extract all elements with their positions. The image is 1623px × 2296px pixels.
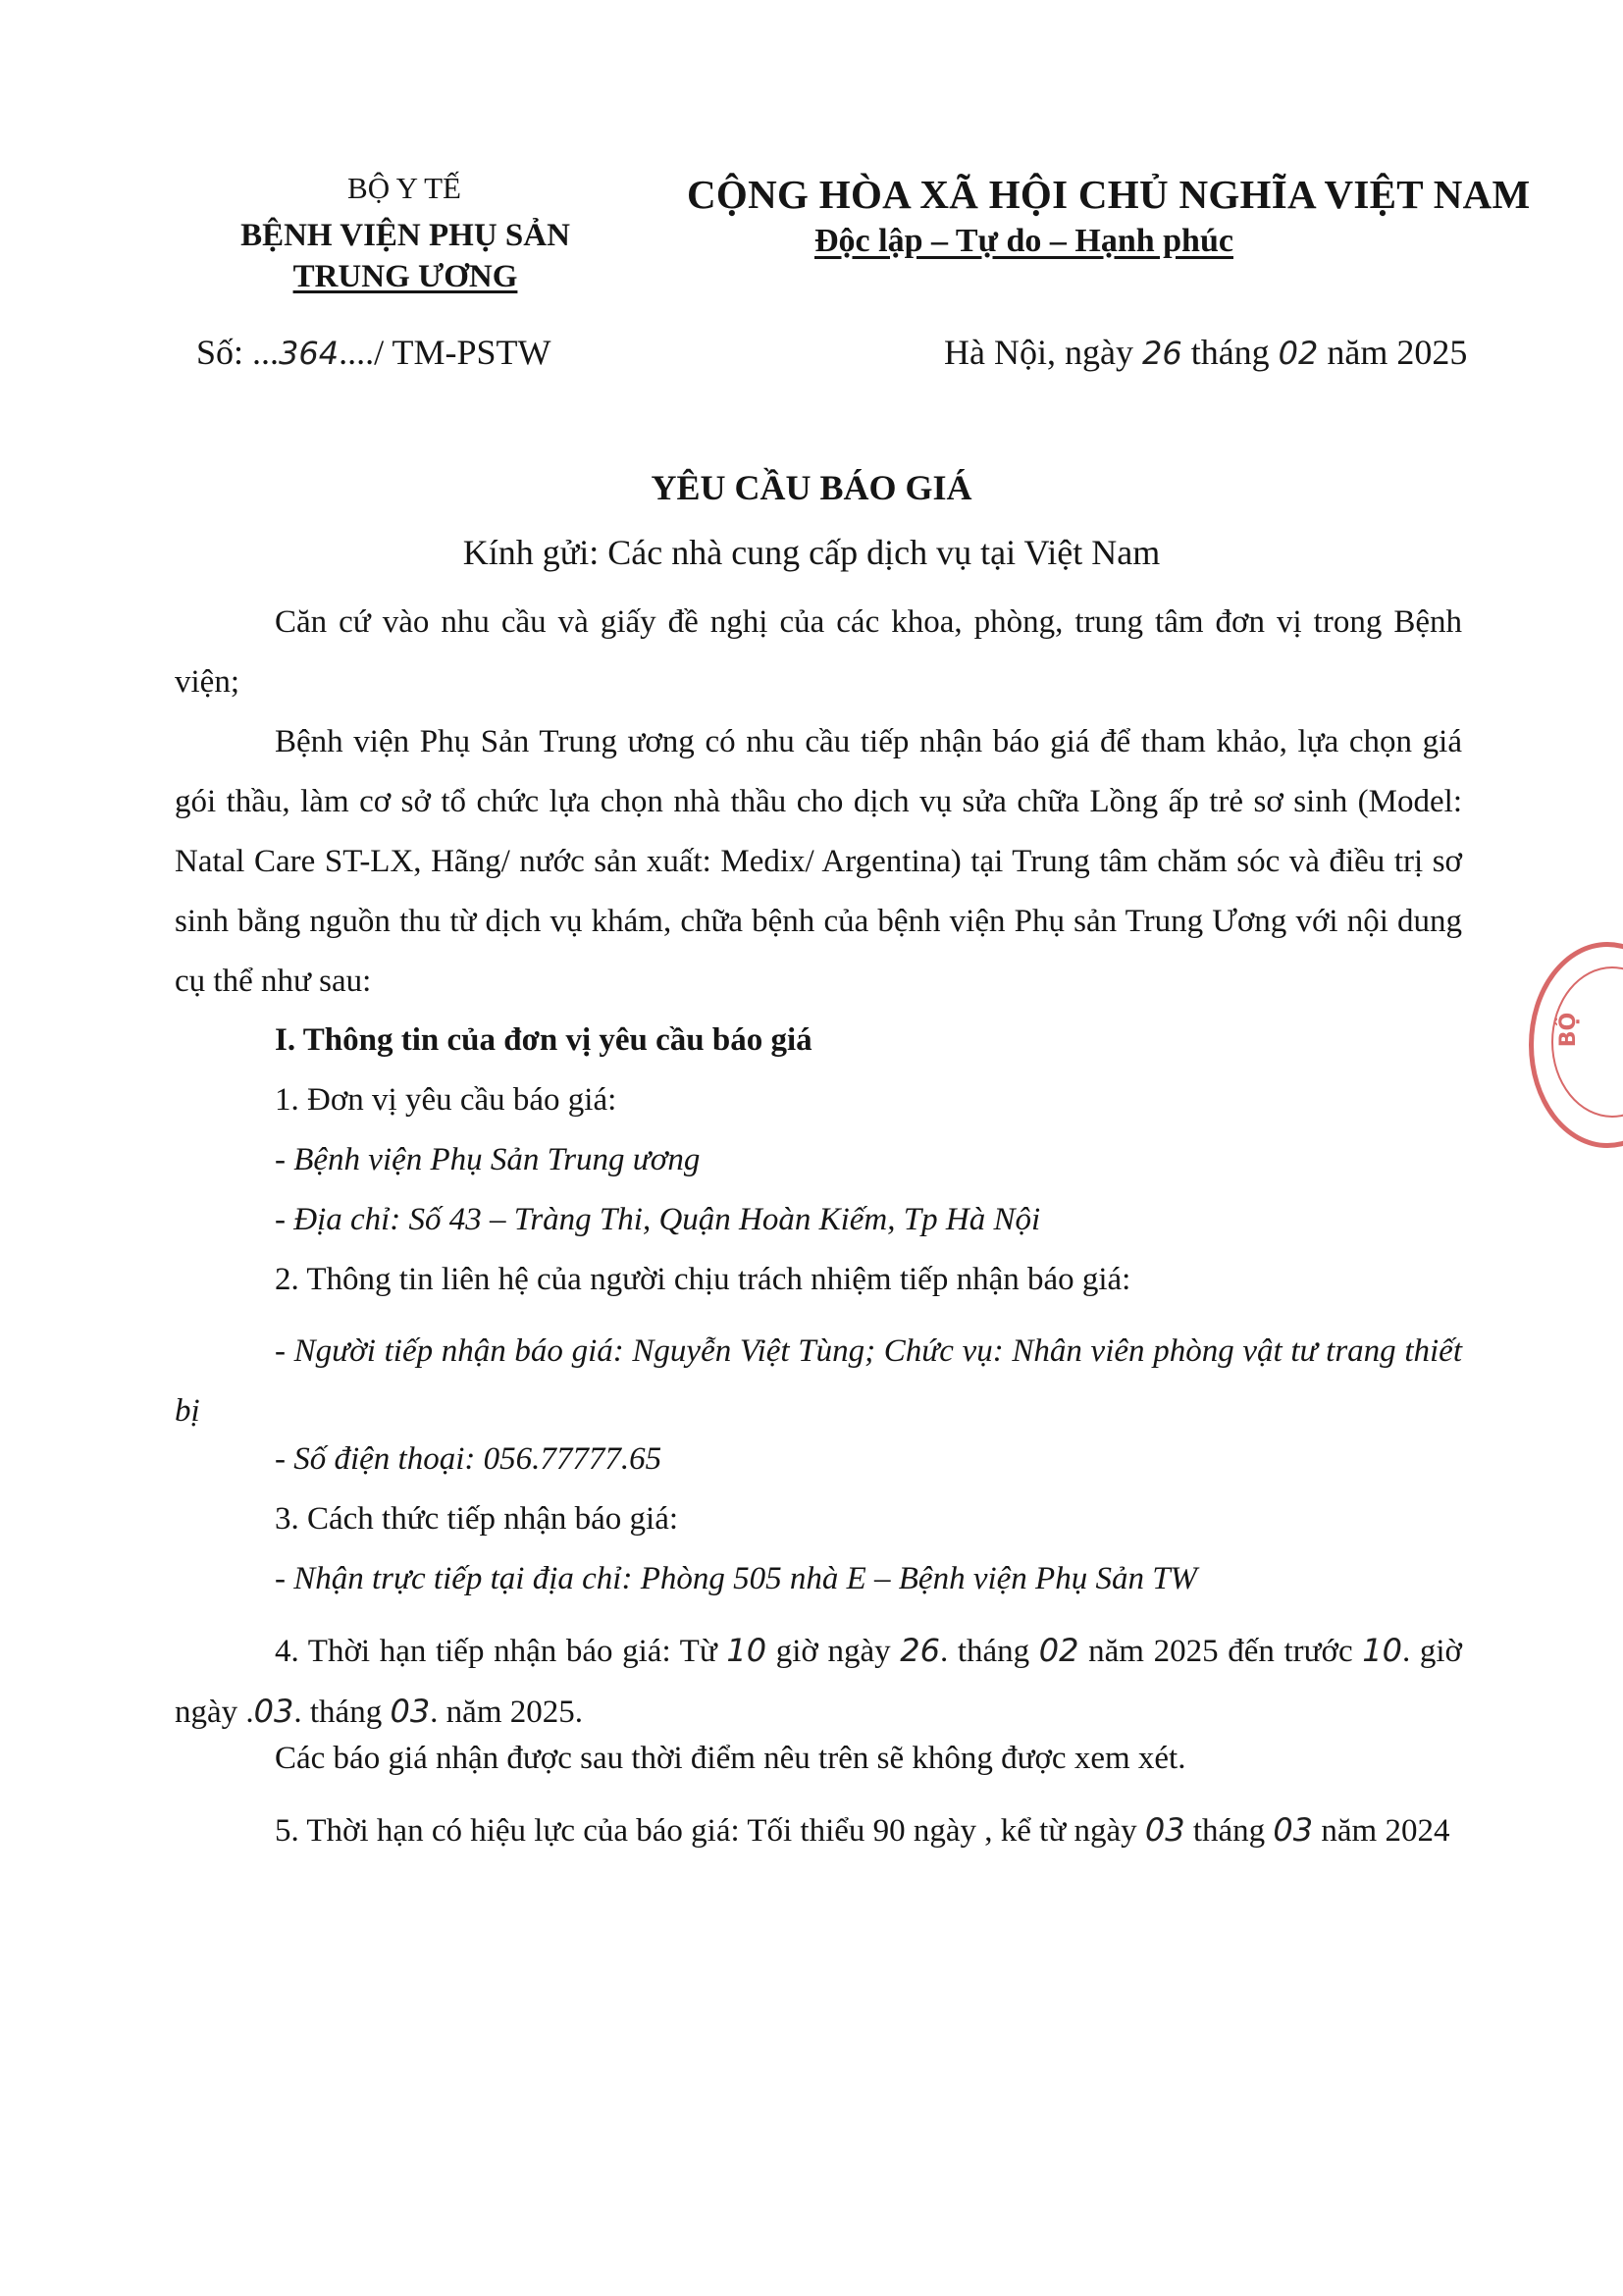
handwritten-hour: 10 <box>726 1632 767 1669</box>
national-motto: Độc lập – Tự do – Hạnh phúc <box>814 223 1233 259</box>
recipient: Kính gửi: Các nhà cung cấp dịch vụ tại Việt Nam <box>462 533 1161 572</box>
handwritten-day: 26 <box>900 1632 940 1669</box>
document-number: Số: ...364..../ TM-PSTW <box>196 333 551 372</box>
ministry-name: BỘ Y TẾ <box>347 171 461 205</box>
handwritten-number: 364 <box>279 335 340 372</box>
handwritten-month: 03 <box>390 1693 431 1730</box>
stamp-text: BỘ <box>1556 1012 1582 1048</box>
list-item: - Người tiếp nhận báo giá: Nguyễn Việt Tùng; Chức vụ: Nhân viên phòng vật tư trang thiết bị <box>175 1333 1462 1429</box>
handwritten-hour: 10 <box>1362 1632 1402 1669</box>
list-item: 2. Thông tin liên hệ của người chịu trách nhiệm tiếp nhận báo giá: <box>275 1262 1131 1297</box>
handwritten-month: 02 <box>1038 1632 1079 1669</box>
receiving-deadline: 4. Thời hạn tiếp nhận báo giá: Từ 10 giờ ngày 26. tháng 02 năm 2025 đến trước 10. giờ ngày .03. tháng 03. năm 2025. <box>175 1632 1462 1730</box>
list-item: 1. Đơn vị yêu cầu báo giá: <box>275 1082 617 1118</box>
paragraph-basis: Căn cứ vào nhu cầu và giấy đề nghị của các khoa, phòng, trung tâm đơn vị trong Bệnh viện; <box>175 604 1462 700</box>
paragraph-purpose: Bệnh viện Phụ Sản Trung ương có nhu cầu tiếp nhận báo giá để tham khảo, lựa chọn giá gói thầu, làm cơ sở tổ chức lựa chọn nhà thầu cho dịch vụ sửa chữa Lồng ấp trẻ sơ sinh (Model: Natal Care ST-LX, Hãng/ nước sản xuất: Medix/ Argentina) tại Trung tâm chăm sóc và điều trị sơ sinh bằng nguồn thu từ dịch vụ khám, chữa bệnh của bệnh viện Phụ sản Trung Ương với nội dung cụ thể như sau: <box>175 724 1462 999</box>
country-name: CỘNG HÒA XÃ HỘI CHỦ NGHĨA VIỆT NAM <box>687 172 1531 217</box>
validity-period: 5. Thời hạn có hiệu lực của báo giá: Tối thiểu 90 ngày , kể từ ngày 03 tháng 03 năm 2024 <box>275 1811 1450 1849</box>
list-item: - Số điện thoại: 056.77777.65 <box>275 1441 662 1477</box>
list-item: - Nhận trực tiếp tại địa chỉ: Phòng 505 nhà E – Bệnh viện Phụ Sản TW <box>275 1561 1198 1596</box>
official-stamp <box>1529 942 1623 1148</box>
note: Các báo giá nhận được sau thời điểm nêu trên sẽ không được xem xét. <box>275 1741 1186 1776</box>
hospital-name: BỆNH VIỆN PHỤ SẢN <box>240 218 570 253</box>
handwritten-day: 03 <box>253 1693 294 1730</box>
hospital-name-line2: TRUNG ƯƠNG <box>292 259 518 294</box>
document-date: Hà Nội, ngày 26 tháng 02 năm 2025 <box>944 333 1468 372</box>
page-title: YÊU CẦU BÁO GIÁ <box>651 468 972 507</box>
handwritten-month: 03 <box>1273 1811 1314 1849</box>
list-item: - Bệnh viện Phụ Sản Trung ương <box>275 1142 701 1177</box>
handwritten-month: 02 <box>1278 335 1319 372</box>
list-item: 3. Cách thức tiếp nhận báo giá: <box>275 1501 679 1537</box>
section-heading: I. Thông tin của đơn vị yêu cầu báo giá <box>275 1022 812 1058</box>
handwritten-day: 26 <box>1141 335 1182 372</box>
list-item: - Địa chỉ: Số 43 – Tràng Thi, Quận Hoàn Kiếm, Tp Hà Nội <box>275 1202 1041 1237</box>
handwritten-day: 03 <box>1144 1811 1185 1849</box>
